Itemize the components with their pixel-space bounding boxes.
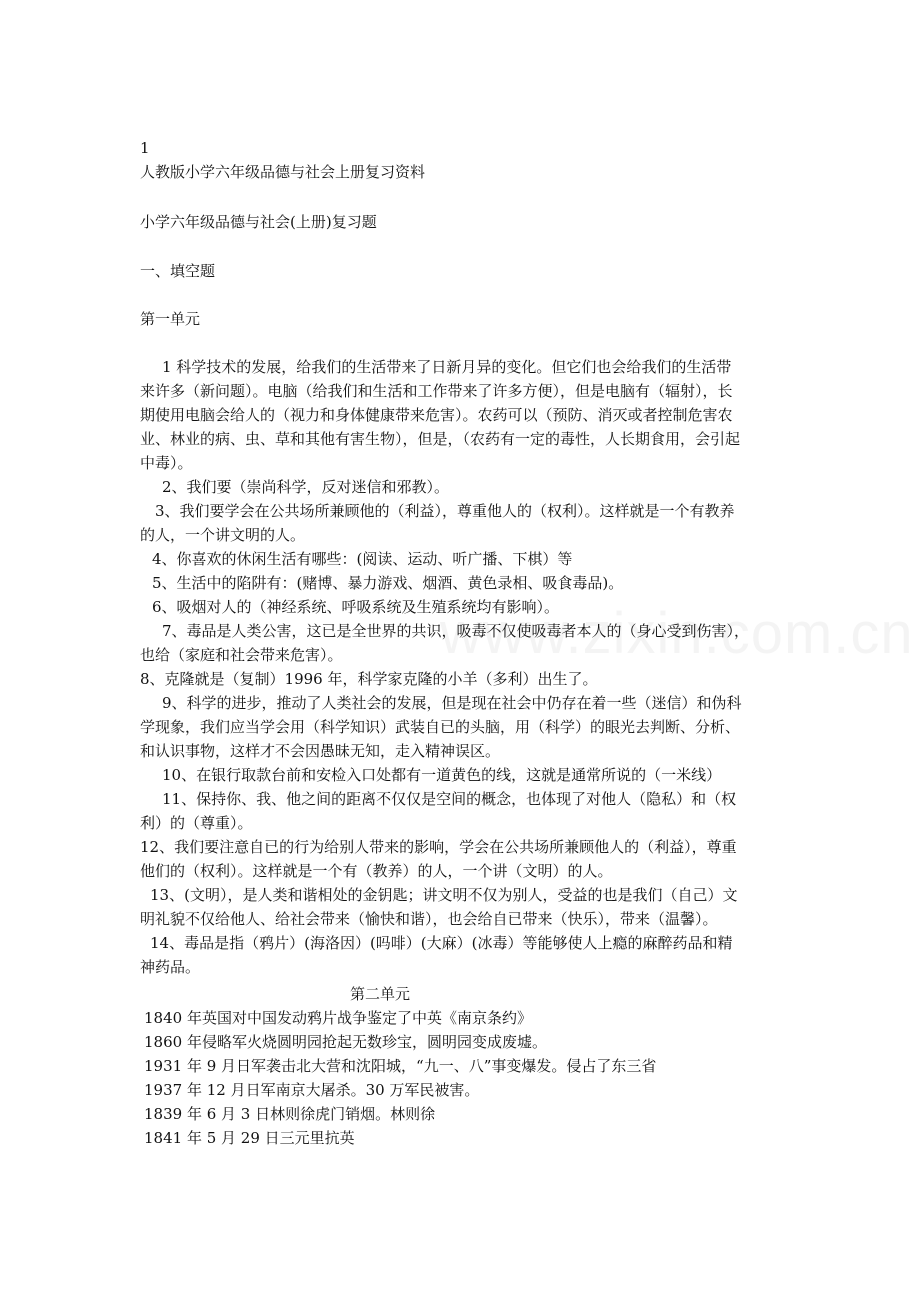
unit1-line: 12、我们要注意自已的行为给别人带来的影响，学会在公共场所兼顾他人的（利益），尊重 bbox=[140, 838, 737, 856]
unit1-line: 1 科学技术的发展，给我们的生活带来了日新月异的变化。但它们也会给我们的生活带 bbox=[162, 358, 732, 376]
unit1-line: 明礼貌不仅给他人、给社会带来（愉快和谐），也会给自已带来（快乐），带来（温馨）。 bbox=[140, 910, 718, 928]
unit1-line: 和认识事物，这样才不会因愚昧无知，走入精神误区。 bbox=[140, 742, 501, 760]
unit1-line: 7、毒品是人类公害，这已是全世界的共识，吸毒不仅使吸毒者本人的（身心受到伤害）， bbox=[162, 622, 750, 640]
unit1-line: 8、克隆就是（复制）1996 年，科学家克隆的小羊（多利）出生了。 bbox=[140, 670, 598, 688]
unit2-line: 1931 年 9 月日军袭击北大营和沈阳城，“九一、八”事变爆发。侵占了东三省 bbox=[144, 1057, 657, 1075]
unit1-line: 2、我们要（崇尚科学，反对迷信和邪教）。 bbox=[162, 478, 450, 496]
section-heading: 一、填空题 bbox=[140, 262, 216, 280]
document-title: 人教版小学六年级品德与社会上册复习资料 bbox=[140, 163, 426, 181]
unit1-line: 11、保持你、我、他之间的距离不仅仅是空间的概念，也体现了对他人（隐私）和（权 bbox=[162, 790, 737, 808]
unit1-line: 9、科学的进步，推动了人类社会的发展，但是现在社会中仍存在着一些（迷信）和伪科 bbox=[162, 694, 742, 712]
unit1-line: 利）的（尊重）。 bbox=[140, 814, 253, 832]
unit2-line: 1937 年 12 月日军南京大屠杀。30 万军民被害。 bbox=[144, 1081, 480, 1099]
unit1-heading: 第一单元 bbox=[140, 310, 201, 328]
unit1-line: 3、我们要学会在公共场所兼顾他的（利益），尊重他人的（权利）。这样就是一个有教养 bbox=[155, 502, 735, 520]
unit1-line: 神药品。 bbox=[140, 958, 201, 976]
unit1-line: 期使用电脑会给人的（视力和身体健康带来危害）。农药可以（预防、消灭或者控制危害农 bbox=[140, 406, 733, 424]
unit1-line: 的人，一个讲文明的人。 bbox=[140, 526, 306, 544]
unit2-heading: 第二单元 bbox=[350, 985, 411, 1003]
unit2-line: 1839 年 6 月 3 日林则徐虎门销烟。林则徐 bbox=[144, 1105, 436, 1123]
unit1-line: 业、林业的病、虫、草和其他有害生物），但是，（农药有一定的毒性，人长期食用，会引起 bbox=[140, 430, 741, 448]
unit1-line: 也给（家庭和社会带来危害）。 bbox=[140, 646, 343, 664]
page-number: 1 bbox=[140, 139, 150, 157]
unit1-line: 14、毒品是指（鸦片）(海洛因）(吗啡）(大麻）(冰毒）等能够使人上瘾的麻醉药品和精 bbox=[150, 934, 733, 952]
unit1-line: 6、吸烟对人的（神经系统、呼吸系统及生殖系统均有影响）。 bbox=[152, 598, 560, 616]
unit2-line: 1860 年侵略军火烧圆明园抢起无数珍宝，圆明园变成废墟。 bbox=[144, 1033, 547, 1051]
unit1-line: 学现象，我们应当学会用（科学知识）武装自已的头脑，用（科学）的眼光去判断、分析、 bbox=[140, 718, 741, 736]
unit1-line: 中毒）。 bbox=[140, 454, 193, 472]
unit1-line: 他们的（权利）。这样就是一个有（教养）的人，一个讲（文明）的人。 bbox=[140, 862, 613, 880]
unit1-line: 5、生活中的陷阱有：(赌博、暴力游戏、烟酒、黄色录相、吸食毒品)。 bbox=[152, 574, 624, 592]
unit1-line: 来许多（新问题）。电脑（给我们和生活和工作带来了许多方便），但是电脑有（辐射），长 bbox=[140, 382, 733, 400]
unit1-line: 13、(文明），是人类和谐相处的金钥匙；讲文明不仅为别人，受益的也是我们（自己）文 bbox=[150, 886, 738, 904]
unit2-line: 1841 年 5 月 29 日三元里抗英 bbox=[144, 1129, 355, 1147]
unit1-line: 10、在银行取款台前和安检入口处都有一道黄色的线，这就是通常所说的（一米线） bbox=[162, 766, 722, 784]
unit2-line: 1840 年英国对中国发动鸦片战争鉴定了中英《南京条约》 bbox=[144, 1009, 532, 1027]
document-subtitle: 小学六年级品德与社会(上册)复习题 bbox=[140, 213, 377, 231]
unit1-line: 4、你喜欢的休闲生活有哪些：(阅读、运动、听广播、下棋）等 bbox=[152, 550, 573, 568]
